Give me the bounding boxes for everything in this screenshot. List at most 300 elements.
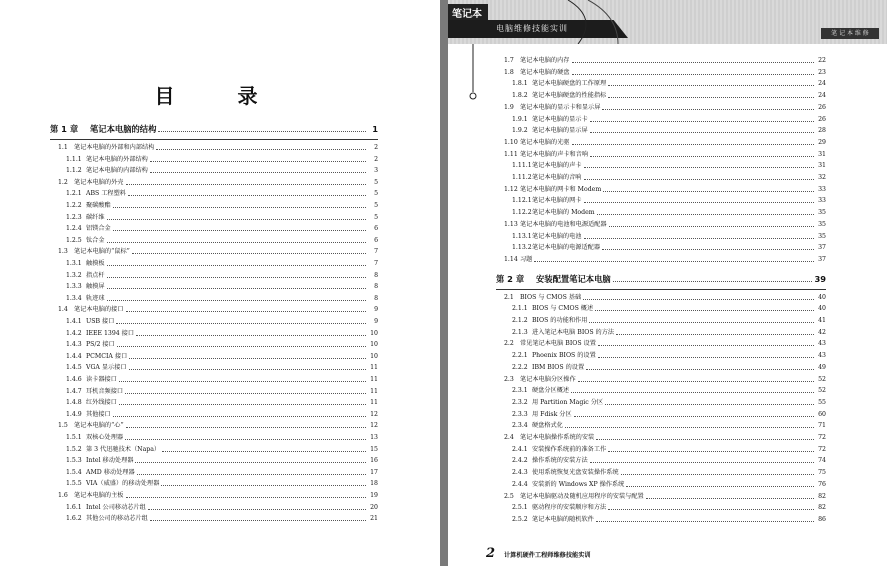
toc-entry-page: 22: [818, 57, 826, 64]
toc-entry-title: AMD 移动处理器: [86, 468, 135, 476]
toc-entry-leader: [119, 380, 366, 382]
toc-entry-number: 1.8.2: [512, 92, 528, 100]
toc-entry-title: 指点杆: [86, 271, 105, 279]
toc-entry-number: 1.1.1: [66, 155, 82, 163]
toc-entry-title: 铝镁合金: [86, 225, 111, 233]
toc-entry-leader: [572, 73, 815, 75]
toc-entry-number: 1.1.2: [66, 167, 82, 175]
toc-entry-number: 1.5.1: [66, 434, 82, 441]
toc-entry-title: 硬盘格式化: [532, 422, 563, 430]
toc-entry-title: IEEE 1394 接口: [86, 329, 135, 337]
toc-entry-leader: [128, 194, 366, 196]
toc-entry-title: 轨迹球: [86, 294, 105, 302]
toc-entry-leader: [597, 213, 814, 215]
toc-entry-sub: [66, 202, 378, 210]
toc-entry-title: 笔记本电脑的外部结构: [86, 155, 148, 163]
toc-entry-sub: [66, 504, 378, 512]
toc-entry-leader: [534, 260, 814, 262]
toc-entry-number: 1.1: [58, 144, 68, 151]
toc-entry-title: 笔记本电脑的硬盘: [520, 68, 570, 76]
toc-entry-page: 8: [374, 283, 378, 291]
toc-entry-sec: [504, 104, 826, 112]
toc-entry-number: 1.5.2: [66, 445, 82, 453]
banner-tag: 笔 记 本 维 修: [821, 28, 879, 39]
toc-entry-leader: [596, 438, 814, 440]
toc-entry-page: 7: [374, 248, 378, 256]
chapter-rule: [50, 139, 378, 140]
toc-entry-number: 1.4.8: [66, 399, 82, 407]
toc-entry-number: 2.1.2: [512, 317, 528, 324]
toc-entry-sub: [66, 295, 378, 303]
banner-subtitle: 电脑维修技能实训: [496, 24, 568, 33]
toc-entry-page: 37: [818, 255, 826, 263]
toc-entry-sub: [66, 364, 378, 372]
toc-entry-sub: [66, 225, 378, 233]
toc-entry-leader: [602, 248, 814, 250]
toc-entry-sub: [512, 457, 826, 465]
toc-entry-sub: [512, 127, 826, 135]
toc-entry-page: 6: [374, 225, 378, 233]
toc-entry-page: 31: [818, 162, 826, 170]
toc-entry-number: 1.5.3: [66, 457, 82, 465]
toc-entry-leader: [565, 426, 814, 428]
toc-entry-leader: [602, 108, 814, 110]
toc-entry-leader: [107, 241, 366, 243]
toc-entry-title: VIA（威盛）的移动处理器: [86, 480, 160, 488]
chapter-rule: [496, 289, 826, 290]
toc-entry-number: 1.12: [504, 185, 518, 193]
toc-entry-page: 21: [370, 515, 378, 523]
toc-entry-page: 35: [818, 209, 826, 217]
toc-entry-page: 55: [818, 398, 826, 406]
toc-entry-title: BIOS 的功能和作用: [532, 317, 588, 324]
toc-entry-page: 19: [370, 492, 378, 499]
toc-entry-sec: [504, 221, 826, 229]
toc-entry-number: 1.4: [58, 306, 68, 314]
toc-entry-title: 笔记本电脑的“鼠标”: [74, 248, 130, 256]
toc-entry-sec: [504, 493, 826, 501]
toc-entry-page: 11: [370, 399, 378, 407]
toc-entry-sub: [66, 376, 378, 384]
toc-entry-number: 1.11.2: [512, 174, 532, 181]
toc-entry-page: 13: [370, 434, 378, 441]
toc-entry-sub: [66, 388, 378, 396]
toc-entry-title: 安装操作系统前的准备工作: [532, 445, 607, 453]
toc-entry-number: 1.12.2: [512, 209, 532, 217]
toc-entry-sec: [504, 340, 826, 348]
toc-entry-title: 笔记本电脑的外部和内部结构: [74, 144, 155, 151]
toc-entry-page: 10: [370, 352, 378, 360]
toc-entry-leader: [136, 334, 366, 336]
toc-entry-title: 笔记本电脑的电池和电源适配器: [520, 220, 607, 228]
toc-entry-sec: [58, 179, 378, 187]
toc-entry-title: 笔记本电脑的网卡和 Modem: [520, 185, 602, 193]
toc-entry-page: 12: [370, 422, 378, 430]
toc-entry-number: 1.13.2: [512, 244, 532, 252]
toc-entry-page: 2: [374, 144, 378, 151]
footer-book-title: 计算机硬件工程师维修技能实训: [504, 552, 591, 559]
toc-entry-page: 5: [374, 178, 378, 186]
toc-entry-leader: [107, 287, 366, 289]
toc-entry-sub: [512, 174, 826, 182]
toc-entry-leader: [590, 461, 814, 463]
toc-entry-number: 1.8.1: [512, 80, 528, 88]
toc-entry-sec: [58, 248, 378, 256]
toc-entry-page: 75: [818, 469, 826, 477]
toc-entry-sub: [512, 387, 826, 395]
toc-entry-number: 1.2.5: [66, 236, 82, 244]
toc-entry-sec: [504, 256, 826, 264]
toc-entry-sec: [504, 57, 826, 65]
toc-entry-sub: [512, 197, 826, 205]
toc-entry-page: 6: [374, 236, 378, 244]
toc-entry-page: 40: [818, 293, 826, 301]
toc-entry-page: 5: [374, 190, 378, 198]
toc-entry-number: 1.13.1: [512, 232, 532, 240]
toc-entry-number: 2.4.4: [512, 480, 528, 488]
toc-entry-sub: [512, 411, 826, 419]
toc-entry-leader: [584, 237, 815, 239]
toc-entry-title: 笔记本电脑的主板: [74, 492, 124, 499]
toc-entry-leader: [608, 450, 814, 452]
toc-entry-sub: [66, 480, 378, 488]
toc-entry-leader: [574, 415, 814, 417]
toc-entry-page: 37: [818, 244, 826, 252]
toc-entry-leader: [107, 218, 366, 220]
toc-entry-number: 1.11: [504, 150, 518, 158]
toc-entry-title: 红外线接口: [86, 399, 117, 407]
toc-entry-page: 18: [370, 480, 378, 488]
toc-entry-page: 9: [374, 318, 378, 325]
toc-entry-sub: [512, 516, 826, 524]
toc-entry-page: 52: [818, 375, 826, 383]
toc-entry-title: 笔记本电脑的结构: [90, 124, 157, 134]
footer-page-number: 2: [486, 546, 496, 561]
toc-entry-title: 笔记本电脑的显示屏: [532, 127, 588, 135]
toc-entry-page: 42: [818, 328, 826, 336]
toc-entry-leader: [598, 356, 814, 358]
toc-entry-sub: [512, 244, 826, 252]
toc-entry-number: 1.4.6: [66, 376, 82, 383]
toc-entry-page: 52: [818, 387, 826, 395]
toc-entry-page: 43: [818, 352, 826, 360]
toc-entry-sub: [66, 341, 378, 349]
toc-entry-sub: [66, 469, 378, 477]
toc-entry-leader: [578, 380, 814, 382]
toc-entry-title: 耳机音频接口: [86, 387, 124, 395]
toc-entry-sec: [504, 434, 826, 442]
toc-entry-sec: [504, 69, 826, 77]
toc-entry-number: 1.12.1: [512, 197, 532, 205]
toc-entry-page: 24: [818, 80, 826, 88]
toc-entry-number: 2.4: [504, 434, 514, 441]
toc-entry-sub: [512, 352, 826, 360]
toc-entry-page: 82: [818, 504, 826, 512]
toc-entry-number: 1.4.5: [66, 364, 82, 372]
toc-entry-title: 笔记本电脑的声卡: [532, 162, 582, 170]
toc-entry-sub: [66, 190, 378, 198]
toc-entry-leader: [589, 321, 814, 323]
toc-entry-page: 49: [818, 363, 826, 371]
toc-entry-number: 1.10: [504, 138, 518, 146]
toc-entry-page: 26: [818, 115, 826, 123]
toc-entry-number: 1.2.3: [66, 213, 82, 221]
toc-entry-number: 2.3.2: [512, 398, 528, 406]
toc-entry-page: 15: [370, 445, 378, 453]
toc-entry-sec: [504, 151, 826, 159]
toc-entry-title: 笔记本电脑的内存: [520, 57, 570, 64]
toc-entry-title: 安装新的 Windows XP 操作系统: [532, 480, 625, 488]
toc-entry-leader: [113, 229, 366, 231]
toc-entry-sub: [512, 116, 826, 124]
toc-entry-title: 碳纤维: [86, 213, 105, 221]
toc-entry-leader: [595, 309, 814, 311]
toc-entry-number: 1.11.1: [512, 162, 532, 170]
toc-entry-number: 1.9.1: [512, 115, 528, 123]
toc-entry-title: 笔记本电脑的 Modem: [532, 209, 595, 217]
toc-entry-title: 双核心处理器: [86, 434, 124, 441]
toc-entry-sub: [66, 237, 378, 245]
toc-entry-sub: [66, 283, 378, 291]
toc-entry-leader: [626, 485, 814, 487]
toc-entry-leader: [586, 368, 814, 370]
toc-entry-page: 20: [370, 503, 378, 511]
toc-entry-number: 1.4.7: [66, 387, 82, 395]
toc-entry-page: 72: [818, 445, 826, 453]
toc-entry-leader: [156, 148, 366, 150]
toc-entry-leader: [608, 84, 814, 86]
toc-entry-title: 笔记本电脑的网卡: [532, 197, 582, 205]
toc-entry-title: 读卡器接口: [86, 376, 117, 383]
toc-entry-page: 35: [818, 220, 826, 228]
toc-entry-number: 1.5: [58, 422, 68, 430]
toc-entry-page: 82: [818, 492, 826, 500]
toc-entry-leader: [571, 391, 814, 393]
banner-brand: 笔记本: [452, 9, 482, 20]
toc-entry-number: 1.2: [58, 178, 68, 186]
toc-entry-sub: [66, 156, 378, 164]
toc-entry-leader: [621, 473, 814, 475]
toc-entry-leader: [608, 508, 814, 510]
toc-entry-sub: [66, 330, 378, 338]
toc-entry-number: 2.4.2: [512, 457, 528, 465]
toc-entry-sub: [66, 353, 378, 361]
toc-entry-title: USB 接口: [86, 318, 115, 325]
toc-entry-title: Phoenix BIOS 的设置: [532, 352, 596, 360]
toc-entry-leader: [596, 520, 814, 522]
toc-entry-title: IBM BIOS 的设置: [532, 363, 585, 371]
toc-entry-title: PS/2 接口: [86, 341, 115, 349]
toc-entry-number: 1.4.1: [66, 318, 82, 325]
toc-entry-leader: [583, 298, 814, 300]
toc-entry-leader: [646, 497, 814, 499]
toc-entry-sec: [504, 294, 826, 302]
toc-entry-leader: [148, 508, 366, 510]
toc-entry-leader: [126, 426, 366, 428]
toc-entry-sub: [66, 446, 378, 454]
toc-entry-page: 10: [370, 341, 378, 349]
toc-entry-sub: [512, 481, 826, 489]
toc-entry-page: 24: [818, 92, 826, 100]
toc-entry-sec: [504, 186, 826, 194]
toc-entry-sub: [512, 209, 826, 217]
toc-entry-sec: [504, 139, 826, 147]
toc-entry-leader: [126, 310, 367, 312]
toc-entry-page: 11: [370, 376, 378, 383]
toc-entry-sub: [512, 329, 826, 337]
toc-entry-page: 33: [818, 197, 826, 205]
toc-entry-chap: [50, 124, 378, 134]
toc-entry-title: 其他接口: [86, 410, 111, 418]
toc-entry-title: 第 3 代迅驰技术（Napa）: [86, 445, 161, 453]
toc-entry-sec: [58, 144, 378, 152]
toc-entry-title: 触摸板: [86, 260, 105, 267]
toc-entry-page: 72: [818, 434, 826, 441]
toc-entry-sub: [512, 305, 826, 313]
toc-entry-leader: [161, 484, 366, 486]
toc-entry-sec: [504, 376, 826, 384]
toc-entry-sub: [512, 446, 826, 454]
toc-entry-page: 35: [818, 232, 826, 240]
toc-entry-leader: [590, 131, 814, 133]
toc-entry-number: 1.13: [504, 220, 518, 228]
toc-entry-sub: [512, 233, 826, 241]
toc-entry-number: 2.4.1: [512, 445, 528, 453]
toc-entry-page: 26: [818, 103, 826, 111]
toc-entry-page: 9: [374, 306, 378, 314]
toc-entry-leader: [603, 190, 814, 192]
toc-entry-sec: [58, 422, 378, 430]
toc-entry-number: 1.6.2: [66, 515, 82, 523]
toc-entry-number: 1.9: [504, 103, 514, 111]
toc-entry-page: 40: [818, 305, 826, 313]
toc-entry-page: 16: [370, 457, 378, 465]
page-header-banner: [448, 0, 887, 44]
toc-entry-sub: [66, 167, 378, 175]
toc-entry-number: 1.6: [58, 492, 68, 499]
toc-entry-sub: [512, 162, 826, 170]
toc-entry-title: 笔记本电脑的电源适配器: [532, 244, 601, 252]
toc-entry-number: 2.5: [504, 492, 514, 500]
toc-entry-sub: [512, 317, 826, 325]
toc-entry-page: 29: [818, 138, 826, 146]
toc-entry-sub: [66, 272, 378, 280]
toc-entry-page: 8: [374, 294, 378, 302]
toc-entry-page: 3: [374, 167, 378, 175]
toc-entry-title: Intel 移动处理器: [86, 457, 134, 465]
toc-entry-leader: [113, 206, 366, 208]
toc-entry-page: 10: [370, 329, 378, 337]
toc-heading: 目 录: [154, 84, 286, 108]
toc-entry-sub: [512, 422, 826, 430]
banner-curve-decoration: [448, 0, 887, 44]
toc-entry-page: 11: [370, 387, 378, 395]
toc-entry-page: 41: [818, 317, 826, 324]
toc-entry-title: ABS 工程塑料: [86, 190, 126, 198]
toc-entry-leader: [158, 130, 366, 132]
toc-entry-leader: [572, 143, 815, 145]
toc-entry-leader: [126, 183, 367, 185]
toc-entry-title: 安装配置笔记本电脑: [536, 273, 611, 284]
toc-entry-page: 1: [372, 124, 378, 134]
toc-entry-title: 其他公司的移动芯片组: [86, 515, 148, 523]
toc-entry-leader: [584, 178, 815, 180]
toc-entry-sub: [66, 411, 378, 419]
toc-entry-sub: [512, 364, 826, 372]
toc-entry-page: 86: [818, 515, 826, 523]
toc-entry-number: 1.8: [504, 68, 514, 76]
toc-entry-leader: [616, 333, 814, 335]
toc-entry-number: 1.4.4: [66, 352, 82, 360]
toc-entry-leader: [590, 155, 814, 157]
toc-entry-title: 笔记本电脑的内部结构: [86, 167, 148, 175]
toc-entry-number: 1.3.2: [66, 271, 82, 279]
toc-entry-leader: [137, 473, 366, 475]
toc-entry-title: BIOS 与 CMOS 概述: [532, 305, 594, 313]
toc-entry-number: 2.1: [504, 293, 514, 301]
toc-entry-sub: [66, 260, 378, 268]
toc-entry-number: 2.3.4: [512, 422, 528, 430]
toc-entry-leader: [150, 519, 366, 521]
toc-entry-number: 2.2.1: [512, 352, 528, 360]
toc-entry-number: 第 1 章: [50, 124, 79, 134]
toc-entry-number: 2.5.2: [512, 515, 528, 523]
toc-entry-sub: [512, 504, 826, 512]
toc-entry-leader: [107, 264, 366, 266]
toc-entry-number: 1.7: [504, 57, 514, 64]
toc-entry-page: 5: [374, 202, 378, 209]
toc-entry-title: 用 Fdisk 分区: [532, 410, 572, 418]
toc-entry-sub: [66, 318, 378, 326]
toc-entry-title: 笔记本电脑的随机软件: [532, 515, 594, 523]
margin-line-decoration: [458, 44, 488, 104]
toc-entry-title: 笔记本电脑驱动及随机应用程序的安装与配置: [520, 492, 644, 500]
toc-entry-number: 1.4.3: [66, 341, 82, 349]
toc-entry-page: 23: [818, 68, 826, 76]
toc-entry-number: 1.3.3: [66, 283, 82, 291]
toc-entry-title: 聚碳酸酯: [86, 202, 111, 209]
toc-entry-number: 1.2.1: [66, 190, 82, 198]
toc-entry-title: 笔记本电脑硬盘的工作原理: [532, 80, 607, 88]
toc-entry-page: 32: [818, 174, 826, 181]
toc-entry-title: 笔记本电脑的电池: [532, 232, 582, 240]
toc-entry-sub: [512, 469, 826, 477]
toc-entry-page: 12: [370, 410, 378, 418]
toc-entry-number: 1.5.4: [66, 468, 82, 476]
toc-entry-sub: [66, 399, 378, 407]
toc-entry-leader: [107, 299, 366, 301]
toc-entry-number: 1.4.2: [66, 329, 82, 337]
toc-entry-number: 第 2 章: [496, 273, 525, 284]
toc-entry-page: 11: [370, 364, 378, 372]
toc-entry-leader: [613, 280, 813, 282]
toc-entry-number: 1.9.2: [512, 127, 528, 135]
toc-entry-number: 1.4.9: [66, 410, 82, 418]
toc-entry-leader: [584, 166, 815, 168]
toc-entry-leader: [107, 276, 366, 278]
toc-entry-number: 2.1.3: [512, 328, 528, 336]
toc-entry-leader: [132, 252, 366, 254]
toc-entry-number: 2.4.3: [512, 469, 528, 477]
toc-entry-title: 常见笔记本电脑 BIOS 设置: [520, 340, 596, 348]
toc-entry-title: 习题: [520, 255, 533, 263]
toc-entry-number: 2.3.3: [512, 410, 528, 418]
toc-entry-leader: [598, 344, 814, 346]
toc-entry-number: 2.1.1: [512, 305, 528, 313]
toc-entry-number: 2.3: [504, 375, 514, 383]
toc-entry-number: 1.6.1: [66, 503, 82, 511]
toc-entry-number: 1.3.1: [66, 260, 82, 267]
